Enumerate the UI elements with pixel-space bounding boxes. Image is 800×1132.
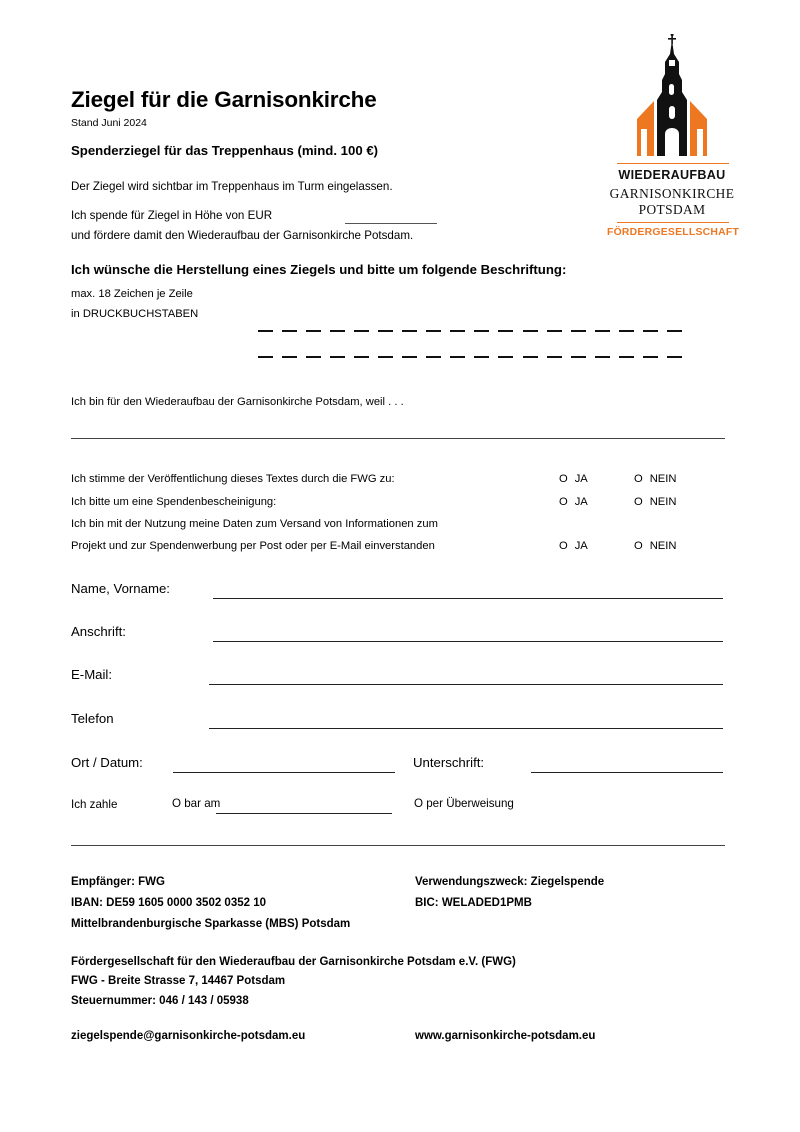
donation-amount-label: Ich spende für Ziegel in Höhe von EUR: [71, 209, 273, 222]
label-name: Name, Vorname:: [71, 581, 170, 596]
logo-line-foerdergesellschaft: FÖRDERGESELLSCHAFT: [607, 227, 740, 238]
inscription-char-slot[interactable]: [378, 330, 393, 332]
garnisonkirche-tower-icon: [607, 34, 737, 156]
inscription-char-slot[interactable]: [402, 330, 417, 332]
inscription-char-slot[interactable]: [643, 356, 658, 358]
inscription-char-slot[interactable]: [354, 356, 369, 358]
inscription-char-slot[interactable]: [426, 356, 441, 358]
bank-recipient: Empfänger: FWG: [71, 876, 165, 888]
option-label: JA: [574, 540, 588, 552]
inscription-char-slot[interactable]: [523, 330, 538, 332]
inscription-char-slot[interactable]: [354, 330, 369, 332]
consent-publication-no[interactable]: [634, 473, 676, 485]
inscription-char-slot[interactable]: [330, 330, 345, 332]
inscription-char-slot[interactable]: [402, 356, 417, 358]
inscription-line-1[interactable]: [258, 330, 682, 332]
input-place-date[interactable]: [173, 772, 395, 773]
inscription-heading: Ich wünsche die Herstellung eines Ziegels und bitte um folgende Beschriftung:: [71, 262, 567, 277]
inscription-char-slot[interactable]: [523, 356, 538, 358]
option-label: NEIN: [649, 540, 677, 552]
subheading: Spenderziegel für das Treppenhaus (mind. 100 €): [71, 143, 379, 158]
donation-support-text: und fördere damit den Wiederaufbau der Garnisonkirche Potsdam.: [71, 229, 414, 242]
inscription-char-slot[interactable]: [619, 356, 634, 358]
consent-datause-no[interactable]: [634, 540, 676, 552]
label-payment: Ich zahle: [71, 798, 118, 811]
lead-text: Der Ziegel wird sichtbar im Treppenhaus im Turm eingelassen.: [71, 180, 393, 193]
radio-circle-icon: O: [634, 496, 643, 508]
reason-input-line[interactable]: [71, 438, 725, 439]
payment-option-cash[interactable]: O bar am: [172, 797, 221, 810]
inscription-char-slot[interactable]: [282, 356, 297, 358]
reason-prompt: Ich bin für den Wiederaufbau der Garnisonkirche Potsdam, weil . . .: [71, 396, 404, 408]
label-signature: Unterschrift:: [413, 755, 485, 770]
bank-iban: IBAN: DE59 1605 0000 3502 0352 10: [71, 897, 267, 909]
input-signature[interactable]: [531, 772, 723, 773]
consent-label-receipt: Ich bitte um eine Spendenbescheinigung:: [71, 496, 277, 508]
inscription-note-max-chars: max. 18 Zeichen je Zeile: [71, 288, 193, 300]
fwg-logo: [607, 34, 740, 244]
inscription-char-slot[interactable]: [643, 330, 658, 332]
input-phone[interactable]: [209, 728, 723, 729]
inscription-char-slot[interactable]: [595, 330, 610, 332]
consent-datause-yes[interactable]: [559, 540, 588, 552]
label-address: Anschrift:: [71, 624, 126, 639]
inscription-char-slot[interactable]: [378, 356, 393, 358]
inscription-char-slot[interactable]: [282, 330, 297, 332]
input-cash-date[interactable]: [216, 813, 392, 814]
inscription-char-slot[interactable]: [619, 330, 634, 332]
inscription-note-uppercase: in DRUCKBUCHSTABEN: [71, 308, 199, 320]
consent-receipt-no[interactable]: [634, 496, 676, 508]
logo-line-wiederaufbau: WIEDERAUFBAU: [618, 168, 726, 182]
radio-circle-icon: O: [634, 540, 643, 552]
consent-label-datause-line1: Ich bin mit der Nutzung meine Daten zum Versand von Informationen zum: [71, 518, 438, 530]
bank-name: Mittelbrandenburgische Sparkasse (MBS) Potsdam: [71, 918, 351, 930]
payment-option-transfer[interactable]: O per Überweisung: [414, 797, 514, 810]
inscription-char-slot[interactable]: [306, 330, 321, 332]
revision-date: Stand Juni 2024: [71, 117, 147, 129]
inscription-char-slot[interactable]: [571, 356, 586, 358]
consent-receipt-yes[interactable]: [559, 496, 588, 508]
option-label: NEIN: [649, 473, 677, 485]
label-place-date: Ort / Datum:: [71, 755, 143, 770]
inscription-char-slot[interactable]: [426, 330, 441, 332]
page-title: Ziegel für die Garnisonkirche: [71, 87, 377, 113]
consent-label-publication: Ich stimme der Veröffentlichung dieses Textes durch die FWG zu:: [71, 473, 395, 485]
bank-bic: BIC: WELADED1PMB: [415, 897, 532, 909]
inscription-char-slot[interactable]: [474, 330, 489, 332]
org-name: Fördergesellschaft für den Wiederaufbau der Garnisonkirche Potsdam e.V. (FWG): [71, 956, 516, 968]
org-website[interactable]: www.garnisonkirche-potsdam.eu: [415, 1030, 596, 1042]
inscription-char-slot[interactable]: [258, 356, 273, 358]
inscription-line-2[interactable]: [258, 356, 682, 358]
inscription-char-slot[interactable]: [450, 356, 465, 358]
logo-divider-top: [617, 163, 729, 164]
inscription-char-slot[interactable]: [547, 330, 562, 332]
inscription-char-slot[interactable]: [258, 330, 273, 332]
radio-circle-icon: O: [634, 473, 643, 485]
logo-line-garnisonkirche: GARNISONKIRCHE: [609, 186, 735, 201]
bank-purpose: Verwendungszweck: Ziegelspende: [415, 876, 605, 888]
logo-line-potsdam: POTSDAM: [638, 202, 706, 217]
inscription-char-slot[interactable]: [306, 356, 321, 358]
label-email: E-Mail:: [71, 667, 113, 682]
inscription-char-slot[interactable]: [450, 330, 465, 332]
consent-publication-yes[interactable]: [559, 473, 588, 485]
inscription-char-slot[interactable]: [667, 356, 682, 358]
radio-circle-icon: O: [559, 540, 568, 552]
inscription-char-slot[interactable]: [547, 356, 562, 358]
inscription-char-slot[interactable]: [667, 330, 682, 332]
input-email[interactable]: [209, 684, 723, 685]
inscription-char-slot[interactable]: [498, 356, 513, 358]
option-label: JA: [574, 496, 588, 508]
logo-divider-bottom: [617, 222, 729, 223]
footer-divider: [71, 845, 725, 846]
label-phone: Telefon: [71, 711, 114, 726]
org-tax-number: Steuernummer: 046 / 143 / 05938: [71, 995, 249, 1007]
radio-circle-icon: O: [559, 473, 568, 485]
consent-label-datause-line2: Projekt und zur Spendenwerbung per Post oder per E-Mail einverstanden: [71, 540, 435, 552]
inscription-char-slot[interactable]: [498, 330, 513, 332]
org-email[interactable]: ziegelspende@garnisonkirche-potsdam.eu: [71, 1030, 306, 1042]
inscription-char-slot[interactable]: [474, 356, 489, 358]
input-address[interactable]: [213, 641, 723, 642]
org-address: FWG - Breite Strasse 7, 14467 Potsdam: [71, 975, 286, 987]
inscription-char-slot[interactable]: [571, 330, 586, 332]
inscription-char-slot[interactable]: [595, 356, 610, 358]
donation-amount-input-line[interactable]: [345, 223, 437, 224]
radio-circle-icon: O: [559, 496, 568, 508]
option-label: NEIN: [649, 496, 677, 508]
input-name[interactable]: [213, 598, 723, 599]
option-label: JA: [574, 473, 588, 485]
inscription-char-slot[interactable]: [330, 356, 345, 358]
